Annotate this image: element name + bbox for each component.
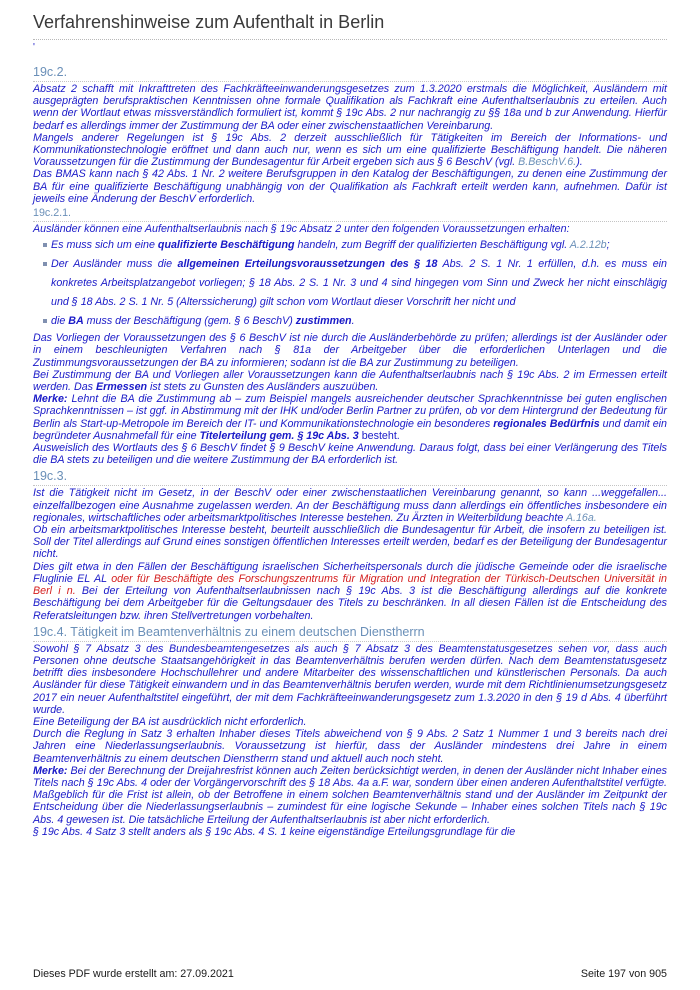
paragraph: Sowohl § 7 Absatz 3 des Bundesbeamtengesetzes als auch § 7 Absatz 3 des Beamtenstatusgesetzes sehen vor, dass auch Personen ohne deutsche Staatsangehörigkeit in das Beamtenverhältnis berufen werden dürfen. Nach dem Beamtenstatusgesetz betrifft dies insbesondere Hochschullehrer und andere Mitarbeiter des wissenschaftlichen und künstlerischen Personals. Da auch Ausländer für diese Tätigkeit einwandern und in das Beamtenverhältnis berufen werden, wurde mit dem Richtlinienumsetzungsgesetz 2017 ein neuer Aufenthaltstitel eingeführt, der mit dem Fachkräfteeinwanderungsgesetz zum 1.3.2020 in den § 19 d Abs. 4 überführt wurde.: [33, 642, 667, 716]
merke-note: Merke: Bei der Berechnung der Dreijahresfrist können auch Zeiten berücksichtigt werden, in denen der Ausländer nicht Inhaber eines Titels nach § 19c Abs. 4 oder der Vorgängervorschrift des § 18 Abs. 4a a.F. war, sondern über einen anderen Aufenthaltstitel verfügte. Maßgeblich für die Frist ist allein, ob der Betroffene in einem solchen Beamtenverhältnis stand und der Ausländer im Zeitpunkt der Entscheidung über die Niederlassungserlaubnis – zumindest für eine logische Sekunde – Inhaber eines solchen Titels nach § 19c Abs. 4 gewesen ist. Die tatsächliche Erteilung der Aufenthaltserlaubnis ist aber nicht erforderlich.: [33, 764, 667, 826]
paragraph: Das Vorliegen der Voraussetzungen des § 6 BeschV ist nie durch die Ausländerbehörde zu prüfen; allerdings ist der Ausländer oder in einem beschleunigten Verfahren nach § 81a der Arbeitgeber über die erforderlichen Unterlagen und die Zustimmungsvoraussetzungen der BA zu informieren; sodann ist die BA zur Zustimmung zu beteiligen.: [33, 332, 667, 369]
paragraph: Ist die Tätigkeit nicht im Gesetz, in der BeschV oder einer zwischenstaatlichen Vereinbarung genannt, so kann ...weggefallen... einzelfallbezogen eine Ausnahme zugelassen werden. An der Beschäftigung muss dann allerdings ein öffentliches insbesondere ein regionales, wirtschaftliches oder arbeitsmarktpolitisches Interesse bestehen. Zu Ärzten in Weiterbildung beachte A.16a.: [33, 487, 667, 524]
paragraph: § 19c Abs. 4 Satz 3 stellt anders als § 19c Abs. 4 S. 1 keine eigenständige Erteilungsgrundlage für die: [33, 825, 516, 838]
document-body: [33, 62, 667, 838]
requirements-list: [33, 236, 667, 331]
merke-note: Merke: Lehnt die BA die Zustimmung ab – zum Beispiel mangels ausreichender deutscher Sprachkenntnisse bei guten englischen Sprachkenntnissen – ist ggf. in Abstimmung mit der IHK und/oder Berlin Partner zu prüfen, ob vor dem Hintergrund der Bedeutung für Berlin als Start-up-Metropole im Bereich der IT- und Kommunikationstechnologie ein besonderes regionales Bedürfnis und damit ein begründeter Ausnahmefall für eine Titelerteilung gem. § 19c Abs. 3 besteht.: [33, 393, 668, 442]
paragraph: Absatz 2 schafft mit Inkrafttreten des Fachkräfteeinwanderungsgesetzes zum 1.3.2020 erstmals die Möglichkeit, Ausländern mit ausgeprägten berufspraktischen Kenntnissen ohne formale Qualifikation als Fachkraft eine Aufenthaltserlaubnis zu erteilen. Auch wenn der Wortlaut etwas missverständlich formuliert ist, kommt § 19c Abs. 2 nur nachrangig zu §§ 18a und b zur Anwendung. Hierfür bedarf es allerdings immer der Zustimmung der BA oder einer zwischenstaatlichen Vereinbarung.: [33, 83, 667, 132]
page-number: Seite 197 von 905: [580, 968, 667, 980]
list-item: Es muss sich um eine qualifizierte Beschäftigung handeln, zum Begriff der qualifizierten Beschäftigung vgl. A.2.12b;: [43, 236, 667, 255]
reference-link[interactable]: B.BeschV.6.: [518, 156, 577, 169]
paragraph: Ausweislich des Wortlauts des § 6 BeschV findet § 9 BeschV keine Anwendung. Daraus folgt, dass bei einer Verlängerung des Titels die BA stets zu beteiligen und die weitere Zustimmung der BA erforderlich ist.: [33, 442, 667, 467]
paragraph: Bei Zustimmung der BA und Vorliegen aller Voraussetzungen kann die Aufenthaltserlaubnis nach § 19c Abs. 2 im Ermessen erteilt werden. Das Ermessen ist stets zu Gunsten des Ausländers auszuüben.: [33, 368, 667, 394]
paragraph: Ob ein arbeitsmarktpolitisches Interesse besteht, beurteilt ausschließlich die Bundesagentur für Arbeit, die insofern zu beteiligen ist. Soll der Titel allerdings auf Grund eines sonstigen öffentlichen Interesses erteilt werden, bedarf es der Beteiligung der Bundesagentur nicht.: [33, 524, 667, 561]
section-heading-19c4: 19c.4. Tätigkeit im Beamtenverhältnis zu einem deutschen Dienstherrn: [33, 625, 667, 642]
paragraph: Ausländer können eine Aufenthaltserlaubnis nach § 19c Absatz 2 unter den folgenden Voraussetzungen erhalten:: [33, 223, 570, 236]
section-heading-19c2: 19c.2.: [33, 65, 667, 82]
tick-mark: ': [33, 42, 35, 53]
reference-link[interactable]: A.2.12b: [569, 239, 607, 252]
paragraph: Mangels anderer Regelungen ist § 19c Abs. 2 derzeit ausschließlich für Tätigkeiten im Bereich der Informations- und Kommunikationstechnologie eröffnet und dann auch nur, wenn es sich um eine qualifizierte Beschäftigung handelt. Die näheren Voraussetzungen für die Zustimmung der Bundesagentur für Arbeit ergeben sich aus § 6 BeschV (vgl. B.BeschV.6.).: [33, 131, 667, 169]
page-title: Verfahrenshinweise zum Aufenthalt in Berlin: [33, 12, 667, 40]
section-heading-19c21: 19c.2.1.: [33, 207, 667, 222]
section-heading-19c3: 19c.3.: [33, 469, 667, 486]
amended-text: oder für Beschäftigte des Forschungszentrums für Migration und Integration der Türkisch-Deutschen Universität in Berl i n.: [33, 572, 667, 598]
page-footer: [33, 968, 667, 980]
paragraph: Das BMAS kann nach § 42 Abs. 1 Nr. 2 weitere Berufsgruppen in den Katalog der Beschäftigungen, zu denen eine Zustimmung der BA für eine qualifizierte Beschäftigung unabhängig von der Qualifikation als Fachkraft erteilt werden kann, aufnehmen. Dafür ist jeweils eine Änderung der BeschV erforderlich.: [33, 168, 667, 205]
creation-date: Dieses PDF wurde erstellt am: 27.09.2021: [33, 968, 234, 980]
paragraph: Eine Beteiligung der BA ist ausdrücklich nicht erforderlich.: [33, 715, 307, 728]
list-item: die BA muss der Beschäftigung (gem. § 6 BeschV) zustimmen.: [43, 312, 667, 331]
list-item: Der Ausländer muss die allgemeinen Erteilungsvoraussetzungen des § 18 Abs. 2 S. 1 Nr. 1 erfüllen, d.h. es muss ein konkretes Arbeitsplatzangebot vorliegen; § 18 Abs. 2 S. 1 Nr. 3 und 4 sind hingegen vom Sinn und Zweck her nicht einschlägig und § 18 Abs. 2 S. 1 Nr. 5 (Alterssicherung) gilt schon vom Wortlaut dieser Vorschrift her nicht und: [43, 255, 667, 312]
paragraph: Dies gilt etwa in den Fällen der Beschäftigung israelischen Sicherheitspersonals durch die jüdische Gemeinde oder die israelische Fluglinie EL AL oder für Beschäftigte des Forschungszentrums für Migration und Integration der Türkisch-Deutschen Universität in Berl i n. Bei der Erteilung von Aufenthaltserlaubnissen nach § 19c Abs. 3 ist die Beschäftigung allerdings auf die konkrete Beschäftigung bei dem Arbeitgeber für die Geltungsdauer des Titels zu beschränken. In all diesen Fällen ist die Entscheidung des Referatsleitungen bzw. ihren Stellvertretungen vorbehalten.: [33, 560, 667, 622]
reference-link[interactable]: A.16a.: [565, 511, 597, 524]
paragraph: Durch die Reglung in Satz 3 erhalten Inhaber dieses Titels abweichend von § 9 Abs. 2 Satz 1 Nummer 1 und 3 bereits nach drei Jahren eine Niederlassungserlaubnis. Voraussetzung ist hierfür, dass der Ausländer mindestens drei Jahre in einem Beamtenverhältnis zu einem deutschen Dienstherrn stand und aktuell auch noch steht.: [33, 728, 667, 765]
